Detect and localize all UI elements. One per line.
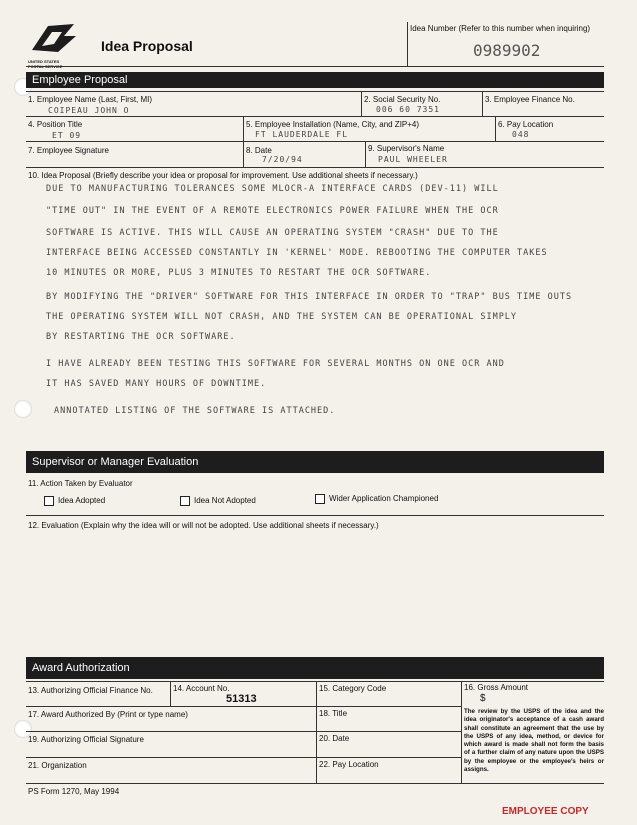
logo-text: UNITED STATES <box>28 59 60 64</box>
date-value: 7/20/94 <box>262 155 303 164</box>
section-award-authorization: Award Authorization <box>26 657 604 679</box>
field-label: 3. Employee Finance No. <box>485 95 575 104</box>
field-label: 12. Evaluation (Explain why the idea will or will not be adopted. Use additional sheets if necessary.) <box>28 521 379 530</box>
divider <box>26 757 462 758</box>
section-employee-proposal: Employee Proposal <box>26 72 604 88</box>
divider <box>407 22 408 66</box>
proposal-line: 10 MINUTES OR MORE, PLUS 3 MINUTES TO RESTART THE OCR SOFTWARE. <box>46 268 432 278</box>
divider <box>26 66 604 67</box>
option-label: Wider Application Championed <box>329 494 439 504</box>
form-title: Idea Proposal <box>101 38 193 54</box>
employee-name-value: COIPEAU JOHN O <box>48 106 130 115</box>
usps-eagle-logo <box>28 22 78 66</box>
field-label: 13. Authorizing Official Finance No. <box>28 686 153 695</box>
field-label: 11. Action Taken by Evaluator <box>28 479 133 488</box>
option-label: Idea Adopted <box>58 496 106 506</box>
checkbox-icon <box>180 496 190 506</box>
punch-hole <box>14 400 32 418</box>
checkbox-wider-application[interactable] <box>315 494 438 504</box>
divider <box>26 783 604 784</box>
installation-value: FT LAUDERDALE FL <box>255 130 349 139</box>
field-label: 16. Gross Amount <box>464 683 529 692</box>
proposal-line: I HAVE ALREADY BEEN TESTING THIS SOFTWARE FOR SEVERAL MONTHS ON ONE OCR AND <box>46 359 505 369</box>
divider <box>26 515 604 516</box>
field-label: 6. Pay Location <box>498 120 554 129</box>
gross-amount-value: $ <box>480 693 486 704</box>
pay-location-value: 048 <box>512 130 530 139</box>
proposal-line: IT HAS SAVED MANY HOURS OF DOWNTIME. <box>46 379 267 389</box>
field-label: 14. Account No. <box>173 684 230 693</box>
field-label: 17. Award Authorized By (Print or type name) <box>28 710 188 719</box>
field-label: 15. Category Code <box>319 684 387 693</box>
divider <box>495 116 496 141</box>
divider <box>170 681 171 706</box>
field-label: 10. Idea Proposal (Briefly describe your idea or proposal for improvement. Use additional sheets if necessary.) <box>28 171 418 180</box>
proposal-line: SOFTWARE IS ACTIVE. THIS WILL CAUSE AN OPERATING SYSTEM "CRASH" DUE TO THE <box>46 228 499 238</box>
award-disclaimer: The review by the USPS of the idea and the idea originator's acceptance of a cash award shall constitute an agreement that the use by the USPS of any idea, method, or device for which award is made shall not form the basis of a further claim of any nature upon the USPS by the employee or the employee's heirs or assigns. <box>464 708 604 774</box>
divider <box>26 706 462 707</box>
divider <box>361 91 362 116</box>
idea-number-label: Idea Number (Refer to this number when inquiring) <box>410 24 591 33</box>
form-number: PS Form 1270, May 1994 <box>28 787 120 796</box>
divider <box>26 681 604 682</box>
field-label: 2. Social Security No. <box>364 95 441 104</box>
divider <box>243 141 244 167</box>
field-label: 4. Position Title <box>28 120 83 129</box>
field-label: 22. Pay Location <box>319 760 379 769</box>
option-label: Idea Not Adopted <box>194 496 256 506</box>
checkbox-idea-not-adopted[interactable] <box>180 496 256 506</box>
field-label: 18. Title <box>319 709 348 718</box>
field-label: 9. Supervisor's Name <box>368 144 445 153</box>
proposal-line: DUE TO MANUFACTURING TOLERANCES SOME MLOCR-A INTERFACE CARDS (DEV-11) WILL <box>46 184 499 194</box>
checkbox-idea-adopted[interactable] <box>44 496 105 506</box>
checkbox-icon <box>44 496 54 506</box>
field-label: 1. Employee Name (Last, First, MI) <box>28 95 153 104</box>
idea-number-value: 0989902 <box>473 41 541 60</box>
field-label: 8. Date <box>246 146 272 155</box>
divider <box>243 116 244 141</box>
divider <box>26 141 604 142</box>
field-label: 7. Employee Signature <box>28 146 109 155</box>
ssn-value: 006 60 7351 <box>376 105 440 114</box>
proposal-line: THE OPERATING SYSTEM WILL NOT CRASH, AND THE SYSTEM CAN BE OPERATIONAL SIMPLY <box>46 312 518 322</box>
field-label: 19. Authorizing Official Signature <box>28 735 144 744</box>
supervisor-name-value: PAUL WHEELER <box>378 155 448 164</box>
divider <box>26 91 604 92</box>
field-label: 20. Date <box>319 734 350 743</box>
divider <box>365 141 366 167</box>
divider <box>26 116 604 117</box>
divider <box>461 681 462 783</box>
divider <box>482 91 483 116</box>
divider <box>26 731 462 732</box>
checkbox-icon <box>315 494 325 504</box>
proposal-line: INTERFACE BEING ACCESSED CONSTANTLY IN 'KERNEL' MODE. REBOOTING THE COMPUTER TAKES <box>46 248 548 258</box>
position-title-value: ET 09 <box>52 131 82 140</box>
proposal-line: BY MODIFYING THE "DRIVER" SOFTWARE FOR THIS INTERFACE IN ORDER TO "TRAP" BUS TIME OUTS <box>46 292 573 302</box>
divider <box>26 167 604 168</box>
proposal-line: BY RESTARTING THE OCR SOFTWARE. <box>46 332 236 342</box>
field-label: 21. Organization <box>28 761 87 770</box>
field-label: 5. Employee Installation (Name, City, and ZIP+4) <box>246 120 420 129</box>
proposal-line: ANNOTATED LISTING OF THE SOFTWARE IS ATTACHED. <box>54 406 336 416</box>
account-number-value: 51313 <box>226 693 257 705</box>
proposal-line: "TIME OUT" IN THE EVENT OF A REMOTE ELECTRONICS POWER FAILURE WHEN THE OCR <box>46 206 499 216</box>
section-supervisor-evaluation: Supervisor or Manager Evaluation <box>26 451 604 473</box>
divider <box>316 681 317 783</box>
employee-copy-label: EMPLOYEE COPY <box>502 806 589 817</box>
